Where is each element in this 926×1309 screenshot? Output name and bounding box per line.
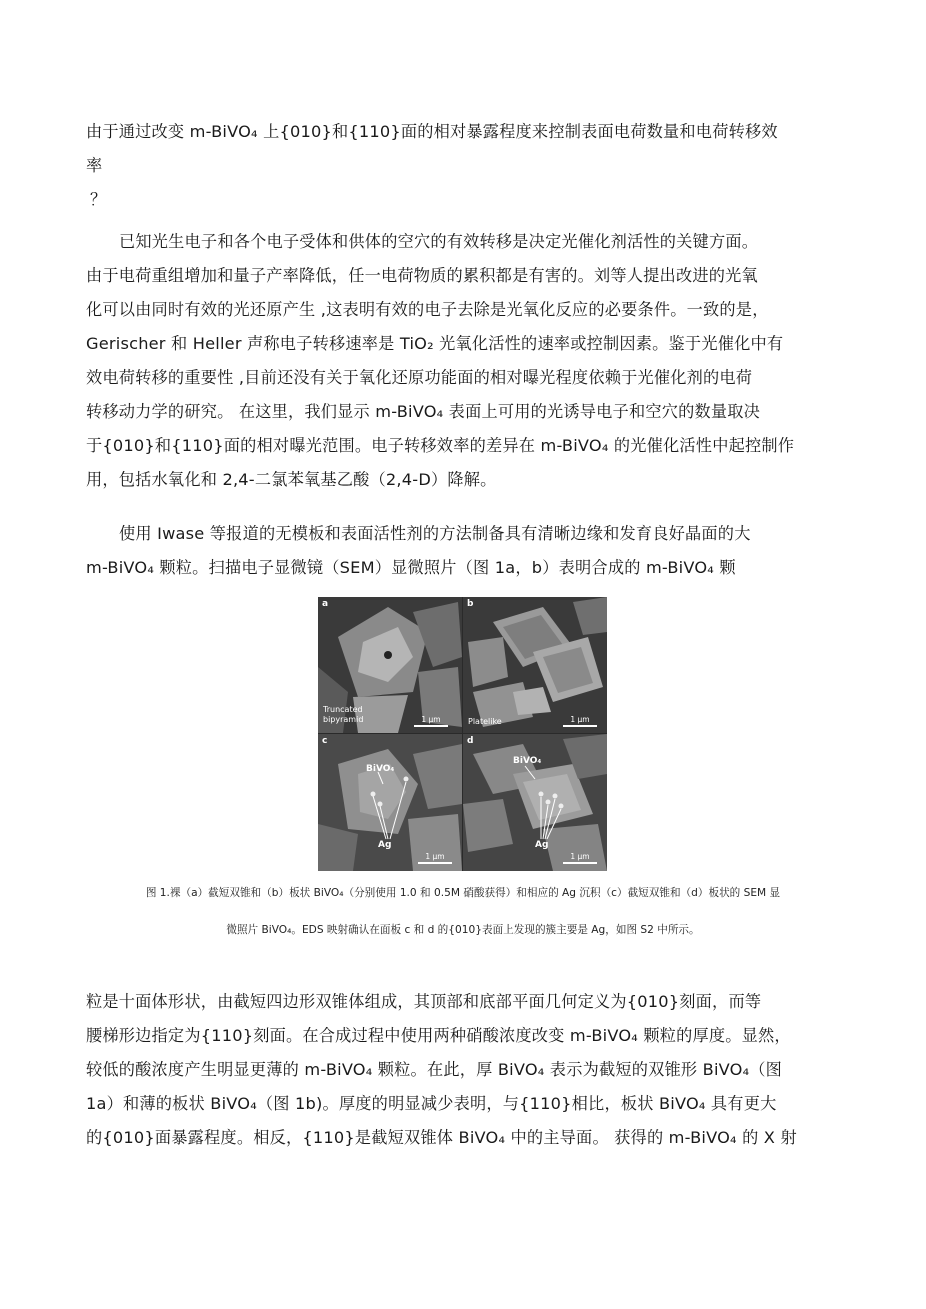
paragraph-line: 使用 Iwase 等报道的无模板和表面活性剂的方法制备具有清晰边缘和发育良好晶面的大 [119,524,751,543]
paragraph-line: 用，包括水氧化和 2,4-二氯苯氧基乙酸（2,4-D）降解。 [86,470,497,489]
paragraph-line: 1a）和薄的板状 BiVO₄（图 1b)。厚度的明显减少表明，与{110}相比，板状 BiVO₄ 具有更大 [86,1094,777,1113]
paragraph-line: m-BiVO₄ 颗粒。扫描电子显微镜（SEM）显微照片（图 1a，b）表明合成的 m-BiVO₄ 颗 [86,558,736,577]
figure-caption-line: 微照片 BiVO₄。EDS 映射确认在面板 c 和 d 的{010}表面上发现的簇主要是 Ag，如图 S2 中所示。 [226,924,700,936]
sem-image-platelike [463,597,607,733]
paragraph-2 [86,517,846,585]
intro-line: ？ [90,190,107,209]
panel-caption: bipyramid [323,715,364,724]
paragraph-line: Gerischer 和 Heller 声称电子转移速率是 TiO₂ 光氧化活性的速率或控制因素。鉴于光催化中有 [86,334,784,353]
paragraph-line: 腰梯形边指定为{110}刻面。在合成过程中使用两种硝酸浓度改变 m-BiVO₄ 颗粒的厚度。显然， [86,1026,791,1045]
scale-label: 1 μm [425,852,445,861]
paragraph-line: 粒是十面体形状，由截短四边形双锥体组成，其顶部和底部平面几何定义为{010}刻面，而等 [86,992,762,1011]
figure-caption-line: 图 1.裸（a）截短双锥和（b）板状 BiVO₄（分别使用 1.0 和 0.5M 硝酸获得）和相应的 Ag 沉积（c）截短双锥和（d）板状的 SEM 显 [145,887,781,899]
paragraph-line: 由于电荷重组增加和量子产率降低，任一电荷物质的累积都是有害的。刘等人提出改进的光氧 [86,266,758,285]
scale-label: 1 μm [570,715,590,724]
panel-c [318,734,462,871]
scale-bar [563,725,597,727]
paragraph-line: 化可以由同时有效的光还原产生 ,这表明有效的电子去除是光氧化反应的必要条件。一致的是， [86,300,769,319]
sem-image-ag-truncated-bipyramid [318,734,462,871]
scale-label: 1 μm [421,715,441,724]
bivo4-label: BiVO₄ [366,764,395,774]
paragraph-line: 于{010}和{110}面的相对曝光范围。电子转移效率的差异在 m-BiVO₄ 的光催化活性中起控制作 [86,436,795,455]
intro-block [86,115,846,217]
panel-a [318,597,462,733]
scale-bar [414,725,448,727]
bivo4-label: BiVO₄ [513,756,542,766]
scale-bar [563,862,597,864]
panel-caption: Platelike [468,717,502,726]
panel-letter: c [322,736,328,746]
panel-caption: Truncated [323,705,363,714]
scale-bar [418,862,452,864]
scale-label: 1 μm [570,852,590,861]
paragraph-3 [86,985,846,1155]
ag-label: Ag [535,840,549,850]
intro-line: 率 [86,156,103,175]
paragraph-line: 较低的酸浓度产生明显更薄的 m-BiVO₄ 颗粒。在此，厚 BiVO₄ 表示为截短的双锥形 BiVO₄（图 [86,1060,783,1079]
panel-b [463,597,607,733]
paragraph-line: 的{010}面暴露程度。相反，{110}是截短双锥体 BiVO₄ 中的主导面。 获得的 m-BiVO₄ 的 X 射 [86,1128,797,1147]
panel-letter: b [467,599,474,609]
intro-line: 由于通过改变 m-BiVO₄ 上{010}和{110}面的相对暴露程度来控制表面电荷数量和电荷转移效 [86,122,778,141]
paragraph-line: 转移动力学的研究。 在这里，我们显示 m-BiVO₄ 表面上可用的光诱导电子和空穴的数量取决 [86,402,761,421]
sem-image-ag-platelike [463,734,607,871]
sem-figure [318,597,607,871]
panel-letter: a [322,599,329,609]
panel-d [463,734,607,871]
ag-label: Ag [378,840,392,850]
paragraph-1 [86,225,846,497]
paragraph-line: 已知光生电子和各个电子受体和供体的空穴的有效转移是决定光催化剂活性的关键方面。 [119,232,759,251]
paragraph-line: 效电荷转移的重要性 ,目前还没有关于氧化还原功能面的相对曝光程度依赖于光催化剂的电荷 [86,368,753,387]
panel-letter: d [467,736,474,746]
